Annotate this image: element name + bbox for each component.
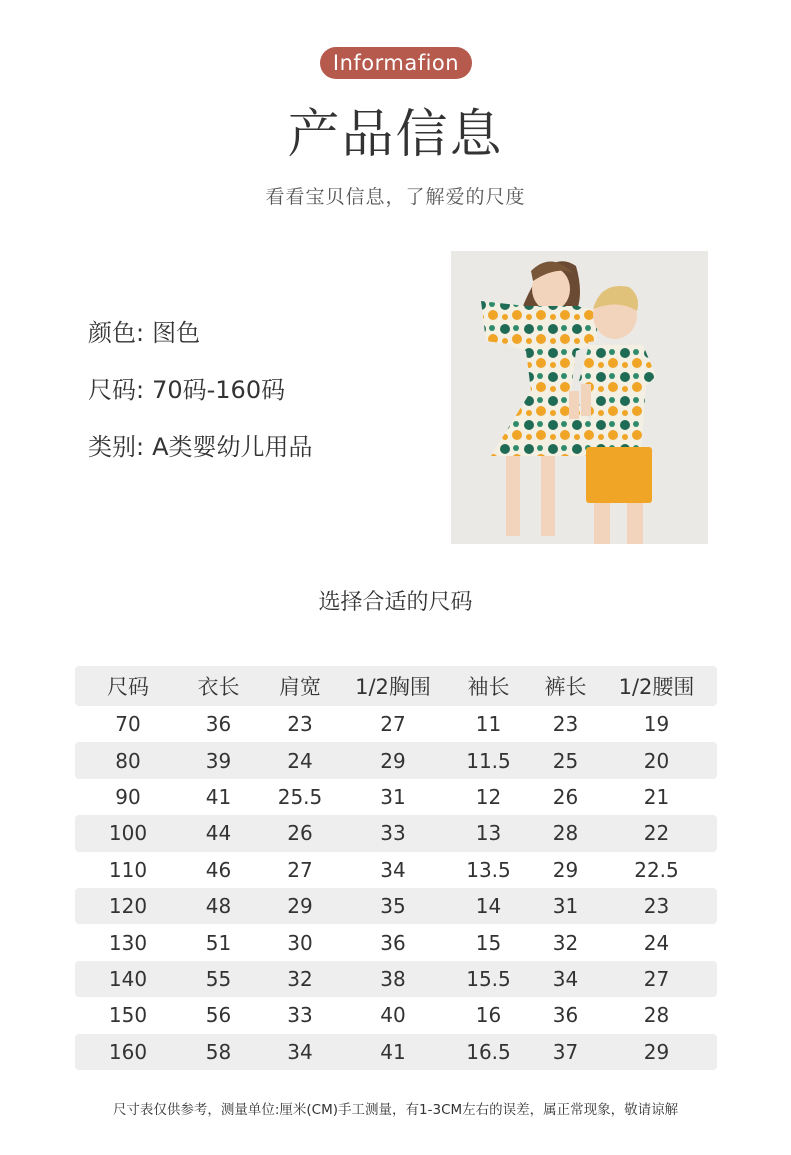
table-cell: 33 <box>287 1003 313 1028</box>
table-cell: 44 <box>205 821 232 846</box>
table-cell: 25.5 <box>277 784 323 809</box>
table-cell: 35 <box>380 894 406 919</box>
table-cell: 27 <box>287 857 313 882</box>
table-cell: 70 <box>115 712 141 737</box>
table-cell: 26 <box>287 821 313 846</box>
table-row <box>75 1034 717 1070</box>
table-cell: 41 <box>380 1039 406 1064</box>
size-section-title: 选择合适的尺码 <box>318 590 473 615</box>
page-subtitle: 看看宝贝信息，了解爱的尺度 <box>265 186 526 208</box>
column-header: 裤长 <box>544 675 587 699</box>
table-row <box>75 706 717 742</box>
table-cell: 51 <box>205 930 232 955</box>
info-badge: Informafion <box>320 47 472 79</box>
category-value: A类婴幼儿用品 <box>152 433 313 461</box>
table-cell: 41 <box>205 784 232 809</box>
table-cell: 36 <box>380 930 406 955</box>
table-cell: 11 <box>475 712 502 737</box>
size-chart-table <box>75 666 717 1070</box>
table-cell: 36 <box>205 712 232 737</box>
table-cell: 33 <box>380 821 406 846</box>
table-cell: 38 <box>380 966 406 991</box>
table-row <box>75 815 717 851</box>
table-cell: 16.5 <box>466 1039 511 1064</box>
table-row <box>75 997 717 1033</box>
table-cell: 29 <box>287 894 313 919</box>
table-cell: 19 <box>643 712 670 737</box>
table-cell: 32 <box>287 966 313 991</box>
table-cell: 110 <box>108 857 148 882</box>
table-cell: 130 <box>108 930 148 955</box>
table-cell: 29 <box>643 1039 670 1064</box>
table-cell: 29 <box>380 748 406 773</box>
column-header: 1/2腰围 <box>618 675 695 699</box>
table-cell: 28 <box>552 821 579 846</box>
table-row <box>75 779 717 815</box>
table-cell: 27 <box>380 712 406 737</box>
table-cell: 34 <box>287 1039 313 1064</box>
table-cell: 16 <box>475 1003 502 1028</box>
table-cell: 40 <box>380 1003 406 1028</box>
table-cell: 15 <box>475 930 502 955</box>
table-cell: 34 <box>380 857 406 882</box>
color-label: 颜色: <box>88 319 145 347</box>
table-cell: 37 <box>552 1039 579 1064</box>
color-value: 图色 <box>152 319 201 347</box>
table-header-row <box>75 666 717 706</box>
table-cell: 100 <box>108 821 148 846</box>
table-row <box>75 961 717 997</box>
table-cell: 48 <box>205 894 232 919</box>
table-cell: 22 <box>643 821 670 846</box>
product-photo <box>451 251 708 544</box>
table-cell: 28 <box>643 1003 670 1028</box>
table-cell: 120 <box>108 894 148 919</box>
table-cell: 58 <box>205 1039 232 1064</box>
table-cell: 12 <box>475 784 502 809</box>
table-cell: 150 <box>108 1003 148 1028</box>
table-cell: 46 <box>205 857 232 882</box>
table-cell: 13.5 <box>466 857 511 882</box>
kids-illustration <box>451 251 708 544</box>
table-cell: 31 <box>552 894 579 919</box>
size-footnote: 尺寸表仅供参考，测量单位:厘米(CM)手工测量，有1-3CM左右的误差，属正常现象，敬请谅解 <box>112 1102 679 1118</box>
table-cell: 15.5 <box>466 966 511 991</box>
category-label: 类别: <box>88 433 145 461</box>
table-cell: 21 <box>643 784 670 809</box>
table-cell: 39 <box>205 748 232 773</box>
table-cell: 55 <box>205 966 232 991</box>
column-header: 肩宽 <box>279 675 321 699</box>
table-cell: 23 <box>552 712 579 737</box>
size-label: 尺码: <box>88 376 145 404</box>
table-row <box>75 852 717 888</box>
table-cell: 36 <box>552 1003 579 1028</box>
table-cell: 30 <box>287 930 313 955</box>
column-header: 尺码 <box>107 675 149 699</box>
color-row <box>88 316 200 350</box>
table-cell: 24 <box>287 748 313 773</box>
table-cell: 14 <box>475 894 502 919</box>
table-cell: 32 <box>552 930 579 955</box>
size-row <box>88 373 285 407</box>
table-cell: 22.5 <box>634 857 679 882</box>
column-header: 衣长 <box>197 675 240 699</box>
table-cell: 24 <box>643 930 670 955</box>
table-cell: 27 <box>643 966 670 991</box>
table-cell: 20 <box>643 748 670 773</box>
column-header: 1/2胸围 <box>355 675 431 699</box>
column-header: 袖长 <box>467 675 510 699</box>
table-cell: 31 <box>380 784 406 809</box>
table-cell: 13 <box>475 821 502 846</box>
table-cell: 34 <box>552 966 579 991</box>
category-row <box>88 430 313 464</box>
table-cell: 11.5 <box>466 748 511 773</box>
page-title: 产品信息 <box>287 105 504 165</box>
table-cell: 80 <box>115 748 141 773</box>
table-cell: 23 <box>643 894 670 919</box>
table-cell: 23 <box>287 712 313 737</box>
table-cell: 26 <box>552 784 579 809</box>
table-row <box>75 924 717 960</box>
table-cell: 25 <box>552 748 579 773</box>
table-cell: 140 <box>108 966 148 991</box>
size-value: 70码-160码 <box>152 376 286 404</box>
table-cell: 56 <box>205 1003 232 1028</box>
size-chart-body <box>75 706 717 1070</box>
table-cell: 160 <box>108 1039 148 1064</box>
table-row <box>75 888 717 924</box>
table-row <box>75 742 717 778</box>
table-cell: 90 <box>115 784 141 809</box>
table-cell: 29 <box>552 857 579 882</box>
